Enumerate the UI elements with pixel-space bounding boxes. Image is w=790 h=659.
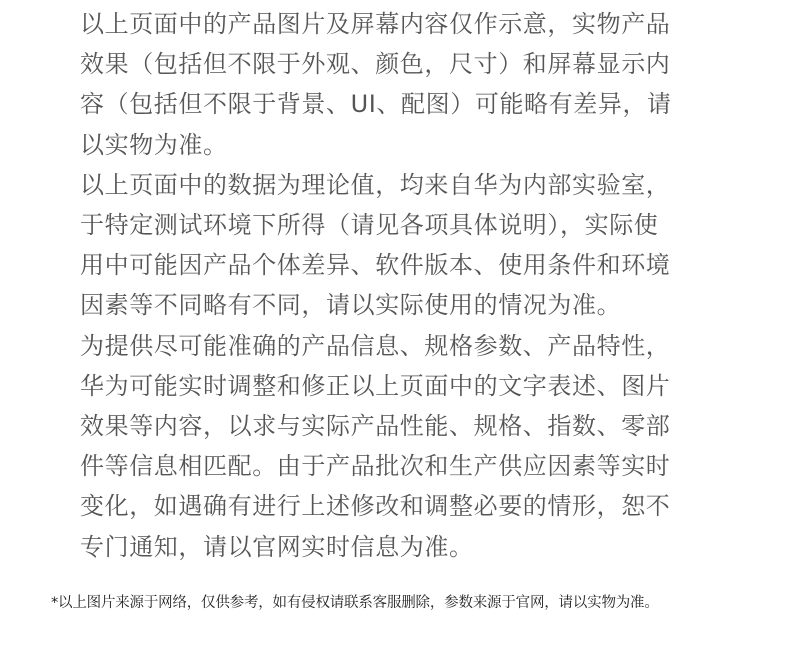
disclaimer-text-block [80, 0, 700, 567]
disclaimer-line: 专门通知，请以官网实时信息为准。 [80, 532, 474, 561]
disclaimer-line: 因素等不同略有不同，请以实际使用的情况为准。 [80, 291, 622, 320]
disclaimer-line: 于特定测试环境下所得（请见各项具体说明），实际使 [80, 211, 659, 240]
disclaimer-line: 以上页面中的数据为理论值，均来自华为内部实验室， [80, 170, 671, 199]
disclaimer-line: 华为可能实时调整和修正以上页面中的文字表述、图片 [80, 371, 671, 400]
disclaimer-line: 以上页面中的产品图片及屏幕内容仅作示意，实物产品 [80, 10, 671, 38]
disclaimer-line: 为提供尽可能准确的产品信息、规格参数、产品特性， [80, 331, 671, 360]
disclaimer-line: 件等信息相匹配。由于产品批次和生产供应因素等实时 [80, 452, 671, 481]
disclaimer-line: 效果（包括但不限于外观、颜色，尺寸）和屏幕显示内 [80, 50, 671, 79]
image-source-footnote: *以上图片来源于网络，仅供参考，如有侵权请联系客服删除，参数来源于官网，请以实物为准。 [51, 595, 659, 611]
disclaimer-line: 变化，如遇确有进行上述修改和调整必要的情形，恕不 [80, 492, 671, 521]
disclaimer-line: 容（包括但不限于背景、UI、配图）可能略有差异，请 [80, 90, 672, 119]
disclaimer-line: 以实物为准。 [80, 130, 228, 159]
disclaimer-line: 效果等内容，以求与实际产品性能、规格、指数、零部 [80, 412, 671, 441]
disclaimer-line: 用中可能因产品个体差异、软件版本、使用条件和环境 [80, 251, 671, 280]
